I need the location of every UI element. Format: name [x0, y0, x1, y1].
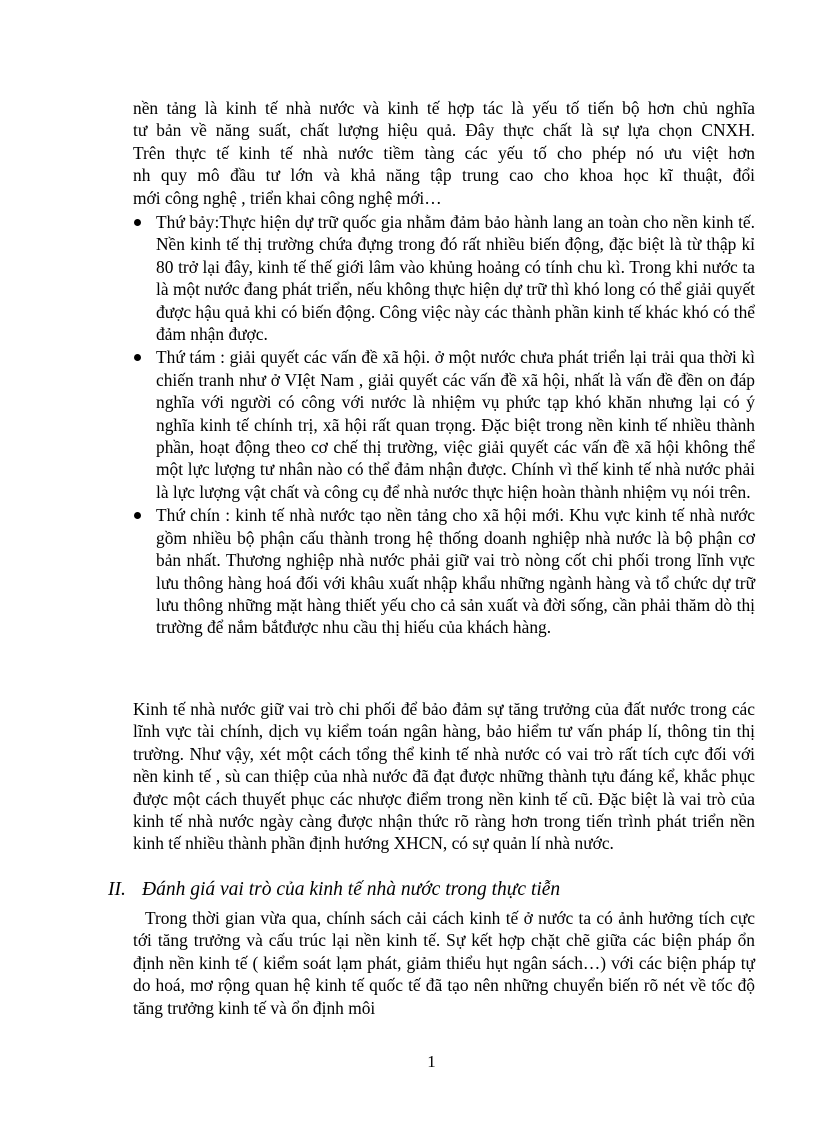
summary-paragraph: Kinh tế nhà nước giữ vai trò chi phối để bảo đảm sự tăng trưởng của đất nước trong các lĩnh vực tài chính, dịch vụ kiểm toán ngân hàng, bảo hiểm tư vấn pháp lí, thông tin thị trường. Như vậy, xét một cách tổng thể kinh tế nhà nước có vai trò rất tích cực đối với nền kinh tế , sù can thiệp của nhà nước đã đạt được những thành tựu đáng kể, khắc phục được một cách thuyết phục các nhược điểm trong nền kinh tế cũ. Đặc biệt là vai trò của kinh tế nhà nước ngày càng được nhận thức rõ ràng hơn trong tiến trình phát triển nền kinh tế nhiều thành phần định hướng XHCN, có sự quản lí nhà nước.	[133, 699, 755, 854]
intro-paragraph	[133, 97, 755, 209]
bullet-text: Thứ bảy:Thực hiện dự trữ quốc gia nhằm đảm bảo hành lang an toàn cho nền kinh tế. Nền kinh tế thị trường chứa đựng trong đó rất nhiều biến động, đặc biệt là từ thập kỉ 80 trở lại đây, kinh tế thế giới lâm vào khủng hoảng có tính chu kì. Trong khi nước ta là một nước đang phát triển, nếu không thực hiện dự trữ thì khó long có thể giải quyết được hậu quả khi có biến động. Công việc này các thành phần kinh tế khác khó có thể đảm nhận được.	[156, 212, 755, 345]
section-heading	[108, 877, 768, 903]
section-number: II.	[108, 879, 126, 900]
intro-line: nền tảng là kinh tế nhà nước và kinh tế hợp tác là yếu tố tiến bộ hơn chủ nghĩa	[133, 98, 755, 118]
intro-line: tư bản về năng suất, chất lượng hiệu quả. Đây thực chất là sự lựa chọn CNXH.	[133, 120, 755, 141]
bullet-dot-icon	[134, 354, 141, 361]
bullet-dot-icon	[134, 219, 141, 226]
bullet-text: Thứ chín : kinh tế nhà nước tạo nền tảng cho xã hội mới. Khu vực kinh tế nhà nước gồm nhiều bộ phận cấu thành trong hệ thống doanh nghiệp nhà nước là bộ phận cơ bản nhất. Thương nghiệp nhà nước phải giữ vai trò nòng cốt chi phối trong lĩnh vực lưu thông hàng hoá đối với khâu xuất nhập khẩu những ngành hàng và tổ chức dự trữ lưu thông những mặt hàng thiết yếu cho cả sản xuất và đời sống, cần phải thăm dò thị trường để nắm bắtđược nhu cầu thị hiếu của khách hàng.	[156, 505, 755, 638]
section-paragraph: Trong thời gian vừa qua, chính sách cải cách kinh tế ở nước ta có ảnh hưởng tích cực tới tăng trưởng và cấu trúc lại nền kinh tế. Sự kết hợp chặt chẽ giữa các biện pháp ổn định nền kinh tế ( kiểm soát lạm phát, giảm thiểu hụt ngân sách…) với các biện pháp tự do hoá, mơ rộng quan hệ kinh tế quốc tế đã tạo nên những chuyển biến rõ nét về tốc độ tăng trưởng kinh tế và ổn định môi	[133, 908, 755, 1018]
intro-line: mới công nghệ , triển khai công nghệ mới…	[133, 187, 442, 208]
bullet-item-eighth	[133, 346, 755, 503]
intro-line: nh quy mô đầu tư lớn và khả năng tập trung cao cho khoa học kĩ thuật, đổi	[133, 165, 755, 186]
bullet-text: Thứ tám : giải quyết các vấn đề xã hội. ở một nước chưa phát triển lại trải qua thời kì chiến tranh như ở VIệt Nam , giải quyết các vấn đề xã hội, nhất là vấn đề đền on đáp nghĩa với người có công với nước là nhiệm vụ phức tạp khó khăn nhưng lại có ý nghĩa kinh tế chính trị, xã hội rất quan trọng. Đặc biệt trong nền kinh tế nhiều thành phần, hoạt động theo cơ chế thị trường, việc giải quyết các vấn đề xã hội không thể một lực lượng tư nhân nào có thể đảm nhận được. Chính vì thế kinh tế nhà nước phải là lực lượng vật chất và công cụ để nhà nước thực hiện hoàn thành nhiệm vụ nói trên.	[156, 347, 755, 502]
intro-line: Trên thực tế kinh tế nhà nước tiềm tàng các yếu tố cho phép nó ưu việt hơn	[133, 142, 755, 163]
page-number: 1	[427, 1052, 436, 1071]
section-title: Đánh giá vai trò của kinh tế nhà nước trong thực tiễn	[142, 879, 561, 900]
bullet-item-seventh	[133, 211, 755, 345]
bullet-list	[133, 211, 755, 640]
bullet-item-ninth	[133, 504, 755, 638]
bullet-dot-icon	[134, 512, 141, 519]
